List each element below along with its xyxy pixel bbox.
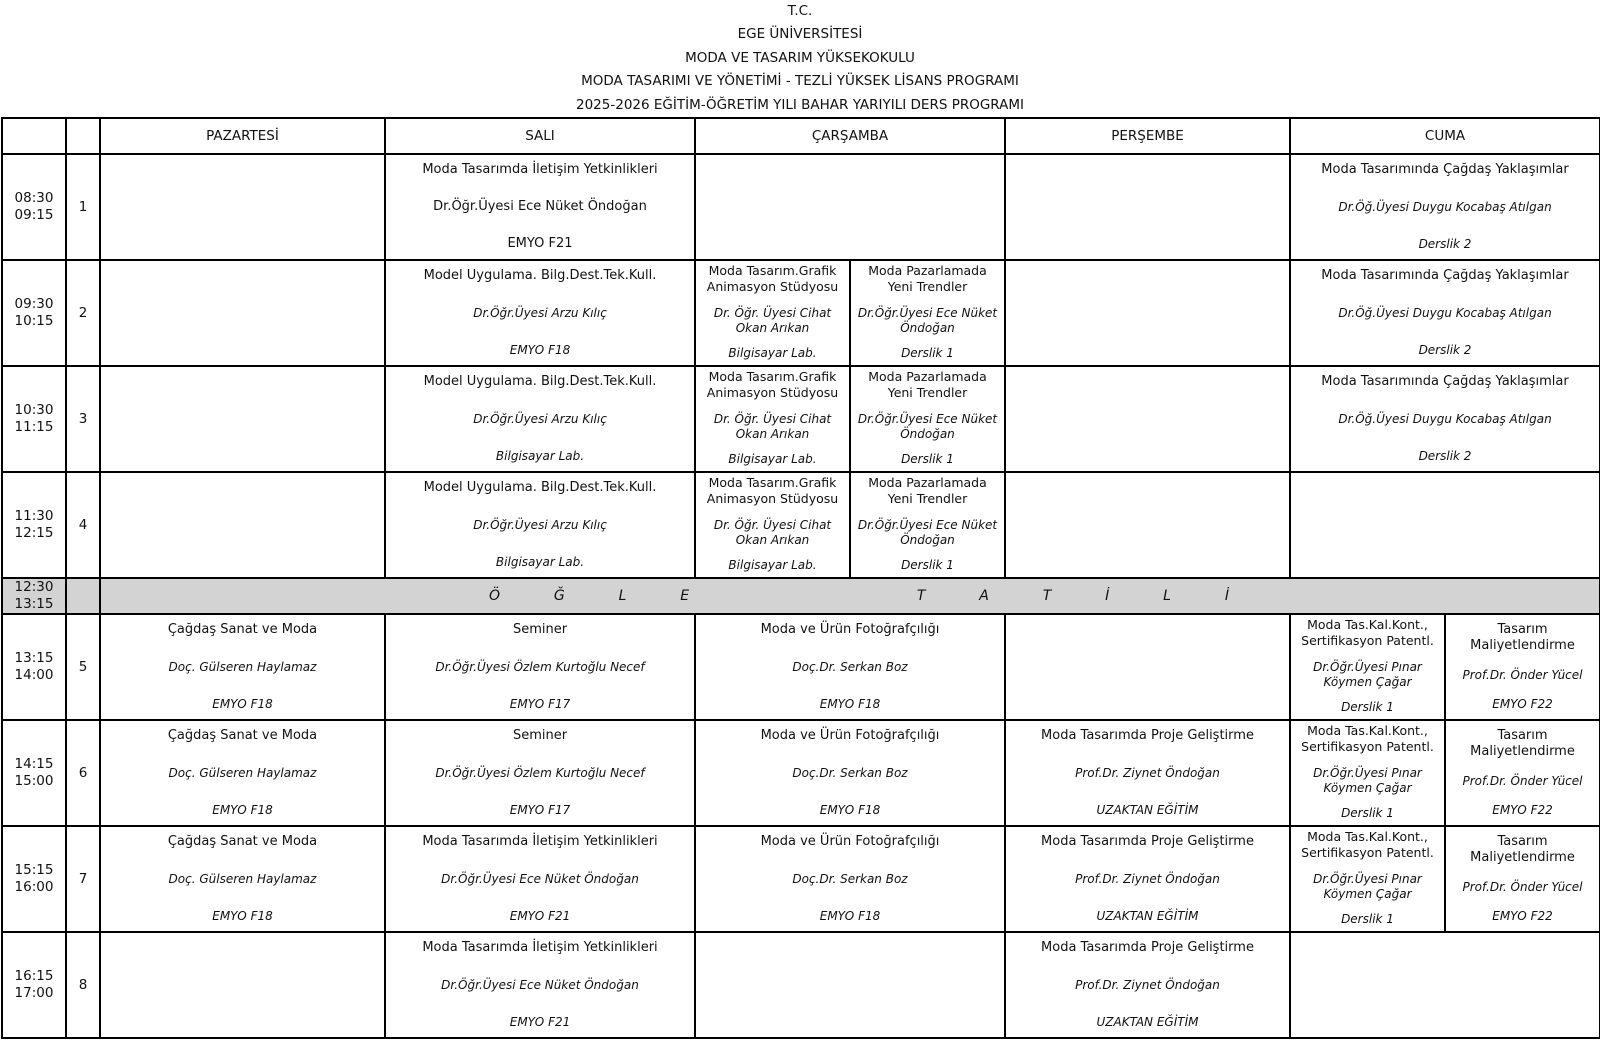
lunch-break-row (2, 578, 1600, 614)
empty-cell (1005, 260, 1290, 366)
empty-cell (1290, 932, 1600, 1038)
lunch-label: Ö Ğ L E T A T İ L İ (100, 578, 1600, 614)
slot-number: 1 (66, 154, 100, 260)
slot-time: 13:15 14:00 (2, 614, 66, 720)
slot-time: 15:15 16:00 (2, 826, 66, 932)
empty-cell (100, 932, 385, 1038)
slot-time: 11:30 12:15 (2, 472, 66, 578)
table-row (2, 614, 1600, 720)
course-cell: Moda Tasarım.Grafik Animasyon Stüdyosu Dr. Öğr. Üyesi Cihat Okan Arıkan Bilgisayar Lab. (695, 260, 850, 366)
lunch-number (66, 578, 100, 614)
empty-cell (1290, 472, 1600, 578)
table-row (2, 826, 1600, 932)
slot-number: 8 (66, 932, 100, 1038)
slot-number: 5 (66, 614, 100, 720)
course-cell: Çağdaş Sanat ve Moda Doç. Gülseren Haylamaz EMYO F18 (100, 614, 385, 720)
empty-cell (100, 472, 385, 578)
header-line-1: T.C. (787, 3, 813, 19)
course-cell: Seminer Dr.Öğr.Üyesi Özlem Kurtoğlu Necef EMYO F17 (385, 614, 695, 720)
empty-cell (695, 154, 1005, 260)
course-cell: Moda Tasarımında Çağdaş Yaklaşımlar Dr.Öğ.Üyesi Duygu Kocabaş Atılgan Derslik 2 (1290, 260, 1600, 366)
lunch-time: 12:30 13:15 (2, 578, 66, 614)
table-row (2, 260, 1600, 366)
day-header-monday: PAZARTESİ (100, 118, 385, 154)
course-cell: Tasarım Maliyetlendirme Prof.Dr. Önder Yücel EMYO F22 (1445, 826, 1600, 932)
course-cell: Moda Tasarımda Proje Geliştirme Prof.Dr. Ziynet Öndoğan UZAKTAN EĞİTİM (1005, 826, 1290, 932)
empty-cell (1005, 614, 1290, 720)
table-row (2, 720, 1600, 826)
course-cell: Moda Tasarımında Çağdaş Yaklaşımlar Dr.Öğ.Üyesi Duygu Kocabaş Atılgan Derslik 2 (1290, 366, 1600, 472)
empty-cell (1005, 366, 1290, 472)
course-cell: Moda Tas.Kal.Kont., Sertifikasyon Patentl. Dr.Öğr.Üyesi Pınar Köymen Çağar Derslik 1 (1290, 614, 1445, 720)
course-cell: Moda Pazarlamada Yeni Trendler Dr.Öğr.Üyesi Ece Nüket Öndoğan Derslik 1 (850, 366, 1005, 472)
course-cell: Moda Tasarımda İletişim Yetkinlikleri Dr.Öğr.Üyesi Ece Nüket Öndoğan EMYO F21 (385, 826, 695, 932)
table-row (2, 154, 1600, 260)
slot-number: 6 (66, 720, 100, 826)
slot-time: 10:30 11:15 (2, 366, 66, 472)
document-header (0, 0, 1600, 117)
table-row (2, 366, 1600, 472)
course-cell: Moda Tas.Kal.Kont., Sertifikasyon Patentl. Dr.Öğr.Üyesi Pınar Köymen Çağar Derslik 1 (1290, 826, 1445, 932)
empty-cell (100, 154, 385, 260)
header-line-3: MODA VE TASARIM YÜKSEKOKULU (685, 49, 915, 66)
course-cell: Moda ve Ürün Fotoğrafçılığı Doç.Dr. Serkan Boz EMYO F18 (695, 720, 1005, 826)
day-header-thursday: PERŞEMBE (1005, 118, 1290, 154)
day-header-wednesday: ÇARŞAMBA (695, 118, 1005, 154)
course-cell: Moda Tasarım.Grafik Animasyon Stüdyosu Dr. Öğr. Üyesi Cihat Okan Arıkan Bilgisayar Lab. (695, 472, 850, 578)
course-cell: Moda Tas.Kal.Kont., Sertifikasyon Patentl. Dr.Öğr.Üyesi Pınar Köymen Çağar Derslik 1 (1290, 720, 1445, 826)
course-cell: Moda Tasarımda Proje Geliştirme Prof.Dr. Ziynet Öndoğan UZAKTAN EĞİTİM (1005, 932, 1290, 1038)
course-cell: Moda ve Ürün Fotoğrafçılığı Doç.Dr. Serkan Boz EMYO F18 (695, 614, 1005, 720)
number-header (66, 118, 100, 154)
course-cell: Moda Pazarlamada Yeni Trendler Dr.Öğr.Üyesi Ece Nüket Öndoğan Derslik 1 (850, 260, 1005, 366)
course-cell: Moda Tasarım.Grafik Animasyon Stüdyosu Dr. Öğr. Üyesi Cihat Okan Arıkan Bilgisayar Lab. (695, 366, 850, 472)
course-cell: Seminer Dr.Öğr.Üyesi Özlem Kurtoğlu Necef EMYO F17 (385, 720, 695, 826)
header-line-2: EGE ÜNİVERSİTESİ (737, 26, 863, 43)
course-cell: Model Uygulama. Bilg.Dest.Tek.Kull. Dr.Öğr.Üyesi Arzu Kılıç Bilgisayar Lab. (385, 472, 695, 578)
table-header-row (2, 118, 1600, 154)
header-line-5: 2025-2026 EĞİTİM-ÖĞRETİM YILI BAHAR YARIYILI DERS PROGRAMI (576, 96, 1024, 113)
course-cell: Moda Tasarımda İletişim Yetkinlikleri Dr.Öğr.Üyesi Ece Nüket Öndoğan EMYO F21 (385, 932, 695, 1038)
table-row (2, 472, 1600, 578)
table-row (2, 932, 1600, 1038)
course-cell: Çağdaş Sanat ve Moda Doç. Gülseren Haylamaz EMYO F18 (100, 826, 385, 932)
course-cell: Model Uygulama. Bilg.Dest.Tek.Kull. Dr.Öğr.Üyesi Arzu Kılıç EMYO F18 (385, 260, 695, 366)
empty-cell (1005, 472, 1290, 578)
slot-time: 09:30 10:15 (2, 260, 66, 366)
slot-number: 2 (66, 260, 100, 366)
course-cell: Tasarım Maliyetlendirme Prof.Dr. Önder Yücel EMYO F22 (1445, 720, 1600, 826)
slot-number: 3 (66, 366, 100, 472)
day-header-friday: CUMA (1290, 118, 1600, 154)
slot-time: 14:15 15:00 (2, 720, 66, 826)
course-cell: Moda Tasarımda Proje Geliştirme Prof.Dr. Ziynet Öndoğan UZAKTAN EĞİTİM (1005, 720, 1290, 826)
slot-number: 4 (66, 472, 100, 578)
day-header-tuesday: SALI (385, 118, 695, 154)
empty-cell (1005, 154, 1290, 260)
empty-cell (695, 932, 1005, 1038)
header-line-4: MODA TASARIMI VE YÖNETİMİ - TEZLİ YÜKSEK LİSANS PROGRAMI (581, 73, 1019, 90)
course-cell: Moda Pazarlamada Yeni Trendler Dr.Öğr.Üyesi Ece Nüket Öndoğan Derslik 1 (850, 472, 1005, 578)
schedule-table (1, 117, 1600, 1039)
slot-number: 7 (66, 826, 100, 932)
empty-cell (100, 366, 385, 472)
course-cell: Moda Tasarımda İletişim Yetkinlikleri Dr.Öğr.Üyesi Ece Nüket Öndoğan EMYO F21 (385, 154, 695, 260)
course-cell: Moda ve Ürün Fotoğrafçılığı Doç.Dr. Serkan Boz EMYO F18 (695, 826, 1005, 932)
course-cell: Model Uygulama. Bilg.Dest.Tek.Kull. Dr.Öğr.Üyesi Arzu Kılıç Bilgisayar Lab. (385, 366, 695, 472)
course-cell: Çağdaş Sanat ve Moda Doç. Gülseren Haylamaz EMYO F18 (100, 720, 385, 826)
course-cell: Tasarım Maliyetlendirme Prof.Dr. Önder Yücel EMYO F22 (1445, 614, 1600, 720)
slot-time: 08:30 09:15 (2, 154, 66, 260)
time-header (2, 118, 66, 154)
course-cell: Moda Tasarımında Çağdaş Yaklaşımlar Dr.Öğ.Üyesi Duygu Kocabaş Atılgan Derslik 2 (1290, 154, 1600, 260)
slot-time: 16:15 17:00 (2, 932, 66, 1038)
empty-cell (100, 260, 385, 366)
